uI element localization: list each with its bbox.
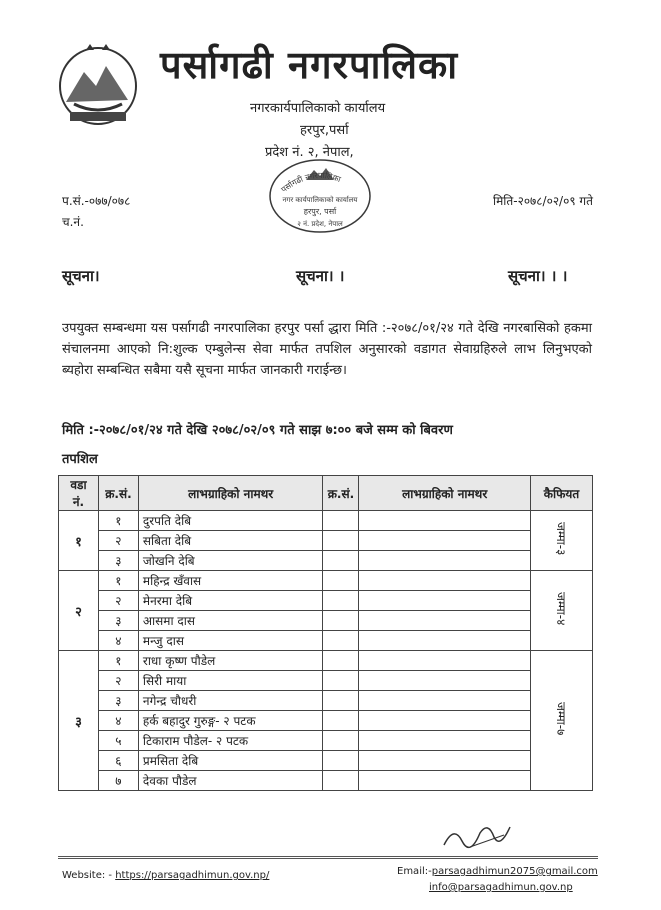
- website-link[interactable]: https://parsagadhimun.gov.np/: [115, 870, 270, 881]
- table-row: [59, 631, 593, 651]
- footer-divider: [58, 856, 598, 859]
- serial-number-2: [323, 631, 359, 651]
- table-row: [59, 771, 593, 791]
- table-row: [59, 671, 593, 691]
- beneficiary-name: दुरपति देबि: [138, 511, 323, 531]
- beneficiary-name: देवका पौडेल: [138, 771, 323, 791]
- svg-text:२ नं. प्रदेश, नेपाल: २ नं. प्रदेश, नेपाल: [297, 220, 343, 228]
- beneficiary-name-2: [359, 611, 531, 631]
- ward-remark: [531, 571, 593, 651]
- beneficiary-name: राधा कृष्ण पौडेल: [138, 651, 323, 671]
- beneficiary-name-2: [359, 631, 531, 651]
- serial-number: ३: [98, 691, 138, 711]
- reference-number: प.सं.-०७७/०७८: [62, 194, 131, 208]
- ward-total: जम्मा-७: [554, 702, 568, 736]
- table-row: [59, 751, 593, 771]
- header-name: लाभग्राहिको नामथर: [138, 476, 323, 511]
- table-row: [59, 711, 593, 731]
- beneficiary-name-2: [359, 691, 531, 711]
- website-label: Website: -: [62, 870, 116, 881]
- beneficiary-name-2: [359, 651, 531, 671]
- beneficiary-name: सिरी माया: [138, 671, 323, 691]
- table-header-row: [59, 476, 593, 511]
- beneficiary-name-2: [359, 571, 531, 591]
- office-seal-stamp: [268, 158, 372, 238]
- table-row: [59, 731, 593, 751]
- nepal-emblem-logo: [56, 42, 140, 128]
- address-line-1: हरपुर,पर्सा: [300, 123, 349, 138]
- beneficiary-name-2: [359, 731, 531, 751]
- serial-number-2: [323, 651, 359, 671]
- serial-number-2: [323, 571, 359, 591]
- header-remark: कैफियत: [531, 476, 593, 511]
- signature: [440, 815, 520, 853]
- beneficiary-name: प्रमसिता देबि: [138, 751, 323, 771]
- serial-number-2: [323, 671, 359, 691]
- header-sn-2: क्र.सं.: [323, 476, 359, 511]
- serial-number: १: [98, 571, 138, 591]
- serial-number: २: [98, 531, 138, 551]
- beneficiary-name-2: [359, 751, 531, 771]
- serial-number-2: [323, 531, 359, 551]
- beneficiary-name: मेनरमा देबि: [138, 591, 323, 611]
- beneficiary-name-2: [359, 591, 531, 611]
- period-subject: मिति :-२०७८/०१/२४ गते देखि २०७८/०२/०९ गते साझ ७:०० बजे सम्म को बिवरण: [62, 423, 453, 438]
- serial-number: ३: [98, 611, 138, 631]
- beneficiary-name-2: [359, 531, 531, 551]
- table-row: [59, 691, 593, 711]
- table-body: [59, 511, 593, 791]
- notice-heading-1: सूचना।: [62, 267, 100, 285]
- beneficiary-name: नगेन्द्र चौधरी: [138, 691, 323, 711]
- table-row: [59, 651, 593, 671]
- notice-heading-3: सूचना। । ।: [508, 267, 568, 285]
- beneficiary-name: महिन्द्र खँवास: [138, 571, 323, 591]
- notice-body: उपयुक्त सम्बन्धमा यस पर्सागढी नगरपालिका हरपुर पर्सा द्धारा मिति :-२०७८/०१/२४ गते देखि नगरबासिको हकमा संचालनमा आएको नि:शुल्क एम्बुलेन्स सेवा मार्फत तपशिल अनुसारको वडागत सेवाग्रहिरुले लाभ लिनुभएको ब्यहोरा सम्बन्धित सबैमा यसै सूचना मार्फत जानकारी गराईन्छ।: [62, 321, 592, 378]
- svg-text:नगर कार्यपालिकाको कार्यालय: नगर कार्यपालिकाको कार्यालय: [282, 196, 358, 204]
- table-row: [59, 511, 593, 531]
- serial-number-2: [323, 751, 359, 771]
- table-row: [59, 611, 593, 631]
- table-row: [59, 551, 593, 571]
- svg-text:हरपुर, पर्सा: हरपुर, पर्सा: [303, 207, 337, 216]
- serial-number: २: [98, 591, 138, 611]
- email-link-1[interactable]: parsagadhimun2075@gmail.com: [431, 866, 598, 877]
- serial-number: ४: [98, 711, 138, 731]
- beneficiary-name-2: [359, 551, 531, 571]
- beneficiary-table: [58, 475, 593, 791]
- municipality-title: पर्सागढी नगरपालिका: [160, 43, 459, 87]
- ward-number: २: [59, 571, 99, 651]
- beneficiary-name: टिकाराम पौडेल- २ पटक: [138, 731, 323, 751]
- ward-number: १: [59, 511, 99, 571]
- serial-number-2: [323, 691, 359, 711]
- email-label: Email:-: [397, 866, 432, 877]
- beneficiary-name-2: [359, 511, 531, 531]
- dispatch-number: च.नं.: [62, 215, 84, 229]
- beneficiary-name: हर्क बहादुर गुरुङ्ग- २ पटक: [138, 711, 323, 731]
- serial-number-2: [323, 771, 359, 791]
- serial-number-2: [323, 731, 359, 751]
- serial-number: ५: [98, 731, 138, 751]
- serial-number-2: [323, 591, 359, 611]
- table-row: [59, 571, 593, 591]
- details-heading: तपशिल: [62, 452, 98, 467]
- serial-number-2: [323, 551, 359, 571]
- serial-number: २: [98, 671, 138, 691]
- beneficiary-name-2: [359, 711, 531, 731]
- header-ward: वडा नं.: [59, 476, 99, 511]
- ward-number: ३: [59, 651, 99, 791]
- notice-heading-2: सूचना। ।: [296, 267, 345, 285]
- beneficiary-name: सबिता देबि: [138, 531, 323, 551]
- footer-website: [62, 870, 269, 881]
- ward-total: जम्मा-३: [554, 522, 568, 556]
- serial-number-2: [323, 711, 359, 731]
- serial-number-2: [323, 511, 359, 531]
- ward-total: जम्मा-४: [554, 592, 568, 626]
- header-name-2: लाभग्राहिको नामथर: [359, 476, 531, 511]
- beneficiary-name-2: [359, 771, 531, 791]
- address-line-2: प्रदेश नं. २, नेपाल,: [265, 145, 354, 160]
- beneficiary-name: जोखनि देबि: [138, 551, 323, 571]
- ward-remark: [531, 511, 593, 571]
- serial-number: १: [98, 651, 138, 671]
- svg-text:पर्सागढी नगरपालिका: पर्सागढी नगरपालिका: [279, 170, 342, 195]
- table-row: [59, 531, 593, 551]
- serial-number-2: [323, 611, 359, 631]
- serial-number: १: [98, 511, 138, 531]
- ward-remark: [531, 651, 593, 791]
- beneficiary-name-2: [359, 671, 531, 691]
- letter-date: मिति-२०७८/०२/०९ गते: [493, 194, 593, 208]
- table-row: [59, 591, 593, 611]
- beneficiary-name: आसमा दास: [138, 611, 323, 631]
- serial-number: ४: [98, 631, 138, 651]
- header-sn: क्र.सं.: [98, 476, 138, 511]
- footer-email: [397, 864, 598, 896]
- serial-number: ३: [98, 551, 138, 571]
- beneficiary-name: मन्जु दास: [138, 631, 323, 651]
- email-link-2[interactable]: info@parsagadhimun.gov.np: [429, 882, 573, 893]
- serial-number: ७: [98, 771, 138, 791]
- office-name: नगरकार्यपालिकाको कार्यालय: [250, 101, 386, 116]
- serial-number: ६: [98, 751, 138, 771]
